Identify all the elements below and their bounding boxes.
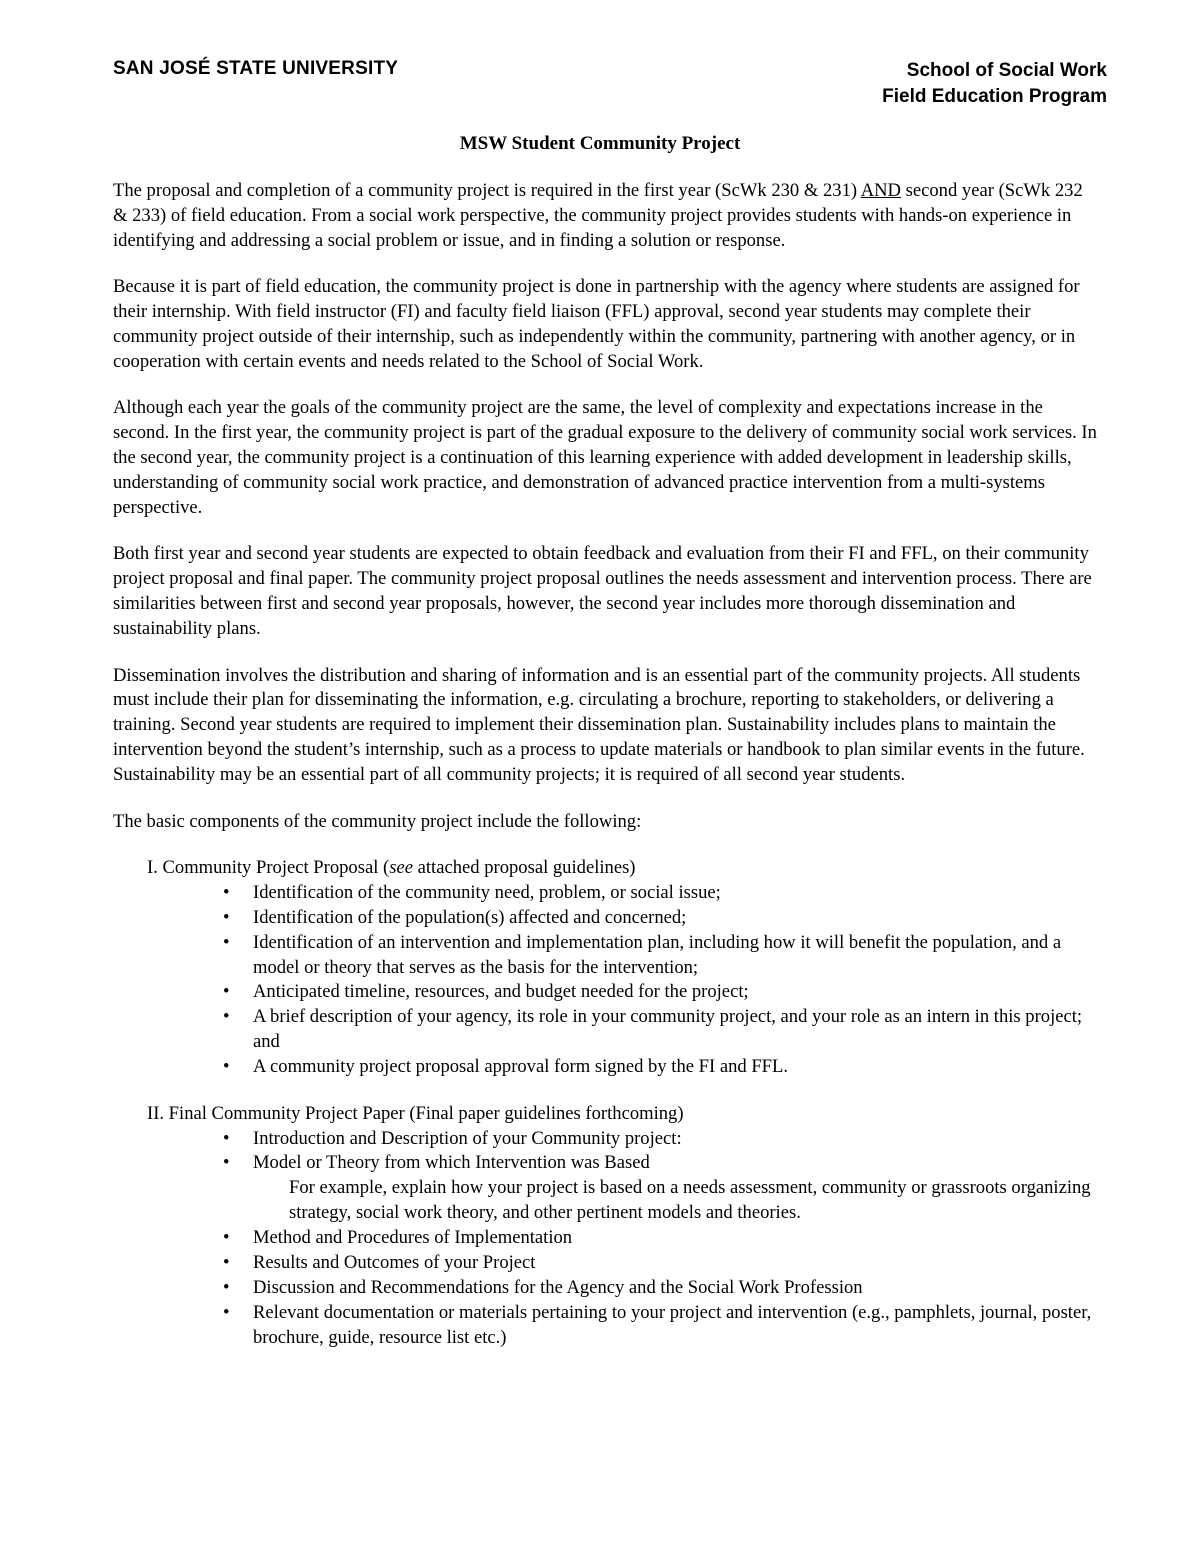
section-final-paper <box>113 1102 1098 1351</box>
example-note: For example, explain how your project is based on a needs assessment, community or grassroots organizing strategy, social work theory, and other pertinent models and theories. <box>289 1177 1091 1224</box>
document-title: MSW Student Community Project <box>459 133 741 154</box>
list-item: • A brief description of your agency, its role in your community project, and your role as an intern in this project; and <box>223 1006 1083 1053</box>
paragraph-dissemination: Dissemination involves the distribution and sharing of information and is an essential part of the community projects. All students must include their plan for disseminating the information, e.g. circulating a brochure, reporting to stakeholders, or delivering a training. Second year students are required to implement their dissemination plan. Sustainability includes plans to maintain the intervention beyond the student’s internship, such as a process to update materials or handbook to plan similar events in the future. Sustainability may be an essential part of all community projects; it is required of all second year students. <box>113 664 1085 786</box>
list-item: • Introduction and Description of your Community project: <box>253 1127 1098 1152</box>
final-paper-list <box>113 1127 1098 1351</box>
section-final-paper-heading: II. Final Community Project Paper (Final paper guidelines forthcoming) <box>147 1102 684 1124</box>
list-item: • Method and Procedures of Implementation <box>253 1226 1098 1251</box>
section-proposal-heading: I. Community Project Proposal (see attached proposal guidelines) <box>147 856 636 878</box>
section-proposal <box>113 856 1098 1080</box>
list-item: • A community project proposal approval form signed by the FI and FFL. <box>253 1055 1098 1080</box>
paragraph-goals: Although each year the goals of the community project are the same, the level of complexity and expectations increase in the second. In the first year, the community project is part of the gradual exposure to the delivery of community social work services. In the second year, the community project is a continuation of this learning experience with added development in leadership skills, understanding of community social work practice, and demonstration of advanced practice intervention from a multi-systems perspective. <box>113 397 1097 518</box>
bullet-icon: • <box>223 1252 230 1274</box>
program-name: Field Education Program <box>882 86 1107 107</box>
list-item: • Identification of an intervention and implementation plan, including how it will benefit the population, and a model or theory that serves as the basis for the intervention; <box>223 931 1062 978</box>
bullet-icon: • <box>223 906 230 928</box>
list-item: • Identification of the community need, problem, or social issue; <box>253 881 1098 906</box>
document-body <box>113 179 1098 1372</box>
paragraph-intro: The proposal and completion of a community project is required in the first year (ScWk 230 & 231) AND second year (ScWk 232 & 233) of field education. From a social work perspective, the community project provides students with hands-on experience in identifying and addressing a social problem or issue, and in finding a solution or response. <box>113 180 1083 251</box>
list-item: • Relevant documentation or materials pertaining to your project and intervention (e.g., pamphlets, journal, poster, brochure, guide, resource list etc.) <box>223 1301 1092 1348</box>
list-item: • Identification of the population(s) affected and concerned; <box>253 906 1098 931</box>
proposal-list <box>113 881 1098 1080</box>
list-item: • Discussion and Recommendations for the Agency and the Social Work Profession <box>253 1276 1098 1301</box>
bullet-icon: • <box>223 1152 230 1174</box>
university-name: SAN JOSÉ STATE UNIVERSITY <box>113 58 399 79</box>
paragraph-feedback: Both first year and second year students are expected to obtain feedback and evaluation from their FI and FFL, on their community project proposal and final paper. The community project proposal outlines the needs assessment and intervention process. There are similarities between first and second year proposals, however, the second year includes more thorough dissemination and sustainability plans. <box>113 543 1092 640</box>
emphasis-and: AND <box>860 180 901 201</box>
list-item: • Model or Theory from which Intervention was Based For example, explain how your project is based on a needs assessment, community or grassroots organizing strategy, social work theory, and other pertinent models and theories. <box>253 1151 1098 1226</box>
school-name: School of Social Work <box>906 60 1107 81</box>
bullet-icon: • <box>223 1006 230 1028</box>
bullet-icon: • <box>223 931 230 953</box>
bullet-icon: • <box>223 1227 230 1249</box>
bullet-icon: • <box>223 1056 230 1078</box>
list-item: • Results and Outcomes of your Project <box>253 1251 1098 1276</box>
bullet-icon: • <box>223 1276 230 1298</box>
list-item: • Anticipated timeline, resources, and budget needed for the project; <box>253 980 1098 1005</box>
paragraph-components: The basic components of the community project include the following: <box>113 810 642 832</box>
bullet-icon: • <box>223 1301 230 1323</box>
bullet-icon: • <box>223 881 230 903</box>
bullet-icon: • <box>223 981 230 1003</box>
paragraph-partnership: Because it is part of field education, the community project is done in partnership with the agency where students are assigned for their internship. With field instructor (FI) and faculty field liaison (FFL) approval, second year students may complete their community project outside of their internship, such as independently within the community, partnering with another agency, or in cooperation with certain events and needs related to the School of Social Work. <box>113 276 1080 372</box>
header-right <box>882 58 1107 110</box>
bullet-icon: • <box>223 1127 230 1149</box>
